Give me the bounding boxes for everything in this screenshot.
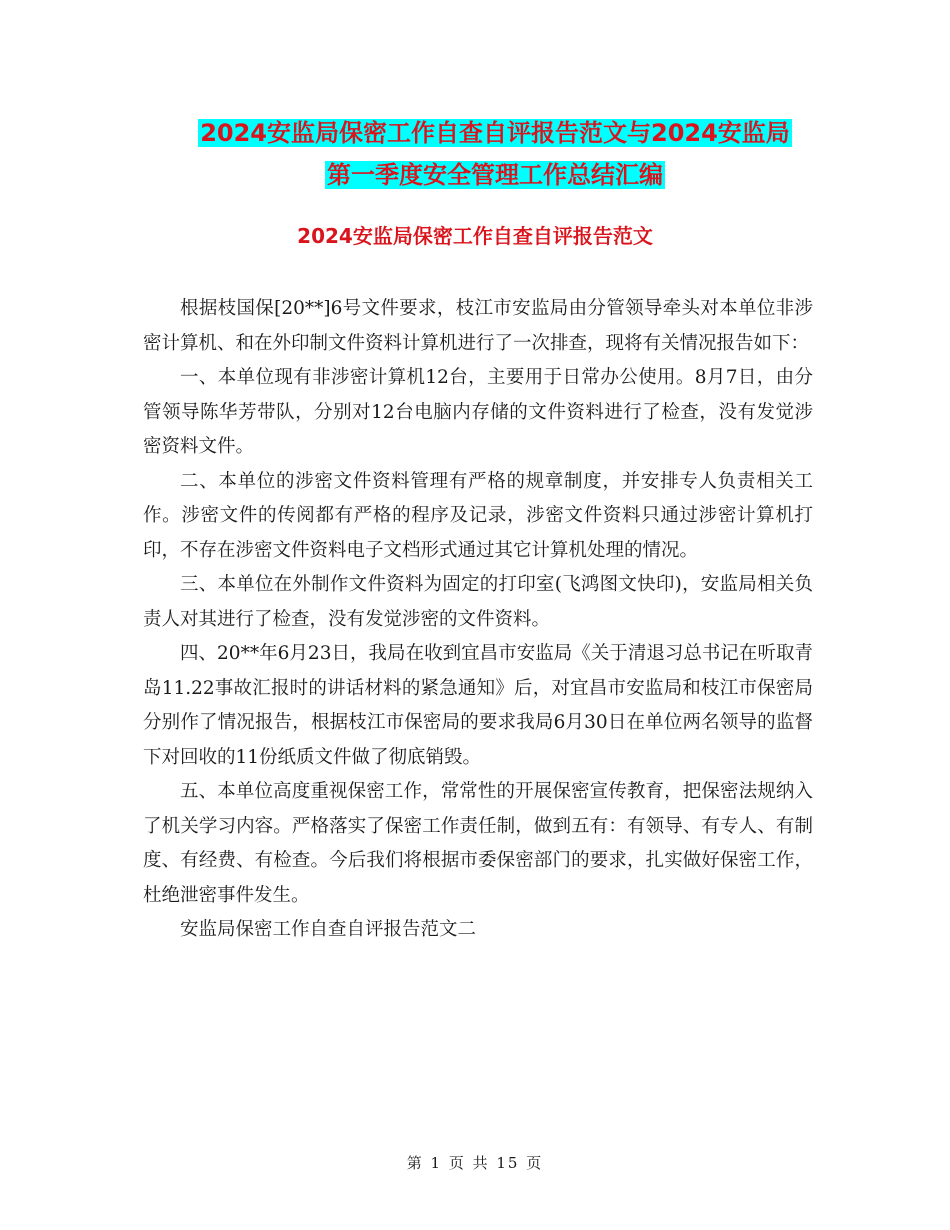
section-title: 2024安监局保密工作自查自评报告范文 [297,224,653,248]
paragraph-item-1: 一、本单位现有非涉密计算机12台，主要用于日常办公使用。8月7日，由分管领导陈华芳带队，分别对12台电脑内存储的文件资料进行了检查，没有发觉涉密资料文件。 [143,367,813,457]
paragraph-item-4: 四、20**年6月23日，我局在收到宜昌市安监局《关于清退习总书记在听取青岛11.22事故汇报时的讲话材料的紧急通知》后，对宜昌市安监局和枝江市保密局分别作了情况报告，根据枝江市保密局的要求我局6月30日在单位两名领导的监督下对回收的11份纸质文件做了彻底销毁。 [143,643,813,768]
paragraph-item-2: 二、本单位的涉密文件资料管理有严格的规章制度，并安排专人负责相关工作。涉密文件的传阅都有严格的程序及记录，涉密文件资料只通过涉密计算机打印，不存在涉密文件资料电子文档形式通过其它计算机处理的情况。 [143,470,813,561]
document-title-line-2 [140,152,850,198]
title-highlight-1: 2024安监局保密工作自查自评报告范文与2024安监局 [200,119,790,147]
paragraph-intro: 根据枝国保[20**]6号文件要求，枝江市安监局由分管领导牵头对本单位非涉密计算机、和在外印制文件资料计算机进行了一次排查，现将有关情况报告如下： [143,298,813,354]
title-highlight-2: 第一季度安全管理工作总结汇编 [327,161,663,189]
paragraph-item-3: 三、本单位在外制作文件资料为固定的打印室(飞鸿图文快印)，安监局相关负责人对其进行了检查，没有发觉涉密的文件资料。 [143,574,813,630]
paragraph-item-5: 五、本单位高度重视保密工作，常常性的开展保密宣传教育，把保密法规纳入了机关学习内容。严格落实了保密工作责任制，做到五有：有领导、有专人、有制度、有经费、有检查。今后我们将根据市委保密部门的要求，扎实做好保密工作，杜绝泄密事件发生。 [143,781,813,906]
page-number-footer: 第 1 页 共 15 页 [406,1154,544,1172]
paragraph-subheading: 安监局保密工作自查自评报告范文二 [180,919,477,940]
document-title-line-1 [140,110,850,156]
document-body [143,292,813,948]
